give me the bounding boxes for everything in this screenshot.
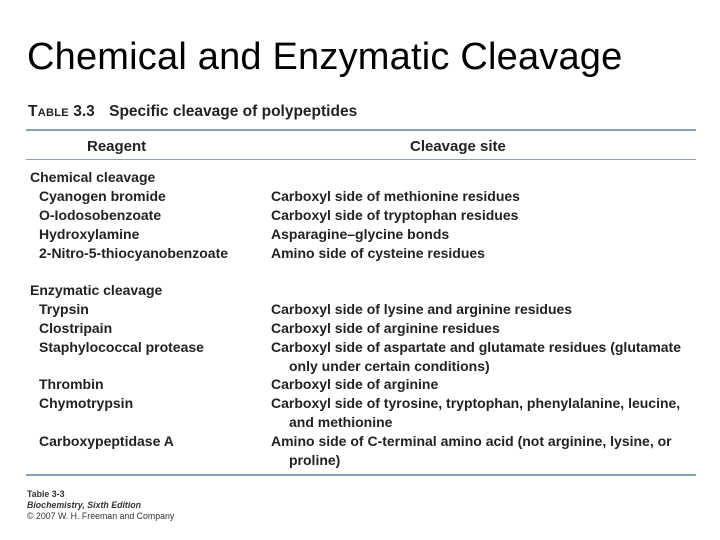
site-cell: Carboxyl side of arginine residues <box>271 320 500 336</box>
site-cell: Carboxyl side of tryptophan residues <box>271 207 519 223</box>
site-cell-continuation: only under certain conditions) <box>289 358 490 374</box>
reagent-cell: Clostripain <box>39 320 113 336</box>
footer-book-title: Biochemistry, Sixth Edition <box>27 500 142 510</box>
site-cell: Amino side of cysteine residues <box>271 245 485 261</box>
column-header-site: Cleavage site <box>410 138 506 155</box>
table-bottom-rule <box>26 474 696 476</box>
site-cell: Carboxyl side of lysine and arginine residues <box>271 301 573 317</box>
site-cell: Carboxyl side of tyrosine, tryptophan, phenylalanine, leucine, <box>271 395 681 411</box>
site-cell-continuation: and methionine <box>289 414 393 430</box>
reagent-cell: 2-Nitro-5-thiocyanobenzoate <box>39 245 229 261</box>
footer-table-ref: Table 3-3 <box>27 489 65 499</box>
reagent-cell: Thrombin <box>39 376 104 392</box>
site-cell: Amino side of C-terminal amino acid (not arginine, lysine, or <box>271 433 672 449</box>
column-header-reagent: Reagent <box>87 138 147 155</box>
table-caption-text: Specific cleavage of polypeptides <box>109 103 358 120</box>
table-caption <box>28 103 357 121</box>
section-chemical-cleavage: Chemical cleavage <box>30 169 156 185</box>
reagent-cell: Chymotrypsin <box>39 395 134 411</box>
site-cell: Carboxyl side of aspartate and glutamate residues (glutamate <box>271 339 682 355</box>
reagent-cell: Carboxypeptidase A <box>39 433 174 449</box>
table-caption-number: 3.3 <box>73 103 95 120</box>
reagent-cell: O-Iodosobenzoate <box>39 207 162 223</box>
site-cell: Carboxyl side of methionine residues <box>271 188 520 204</box>
reagent-cell: Trypsin <box>39 301 89 317</box>
header-bottom-rule <box>26 159 696 160</box>
reagent-cell: Staphylococcal protease <box>39 339 204 355</box>
reagent-cell: Cyanogen bromide <box>39 188 166 204</box>
site-cell: Carboxyl side of arginine <box>271 376 439 392</box>
site-cell: Asparagine–glycine bonds <box>271 226 450 242</box>
footer-copyright: © 2007 W. H. Freeman and Company <box>27 511 175 521</box>
slide-title: Chemical and Enzymatic Cleavage <box>27 36 623 78</box>
table-top-rule <box>26 129 696 131</box>
table-caption-word: Table <box>28 103 69 120</box>
reagent-cell: Hydroxylamine <box>39 226 140 242</box>
site-cell-continuation: proline) <box>289 452 341 468</box>
section-enzymatic-cleavage: Enzymatic cleavage <box>30 282 163 298</box>
